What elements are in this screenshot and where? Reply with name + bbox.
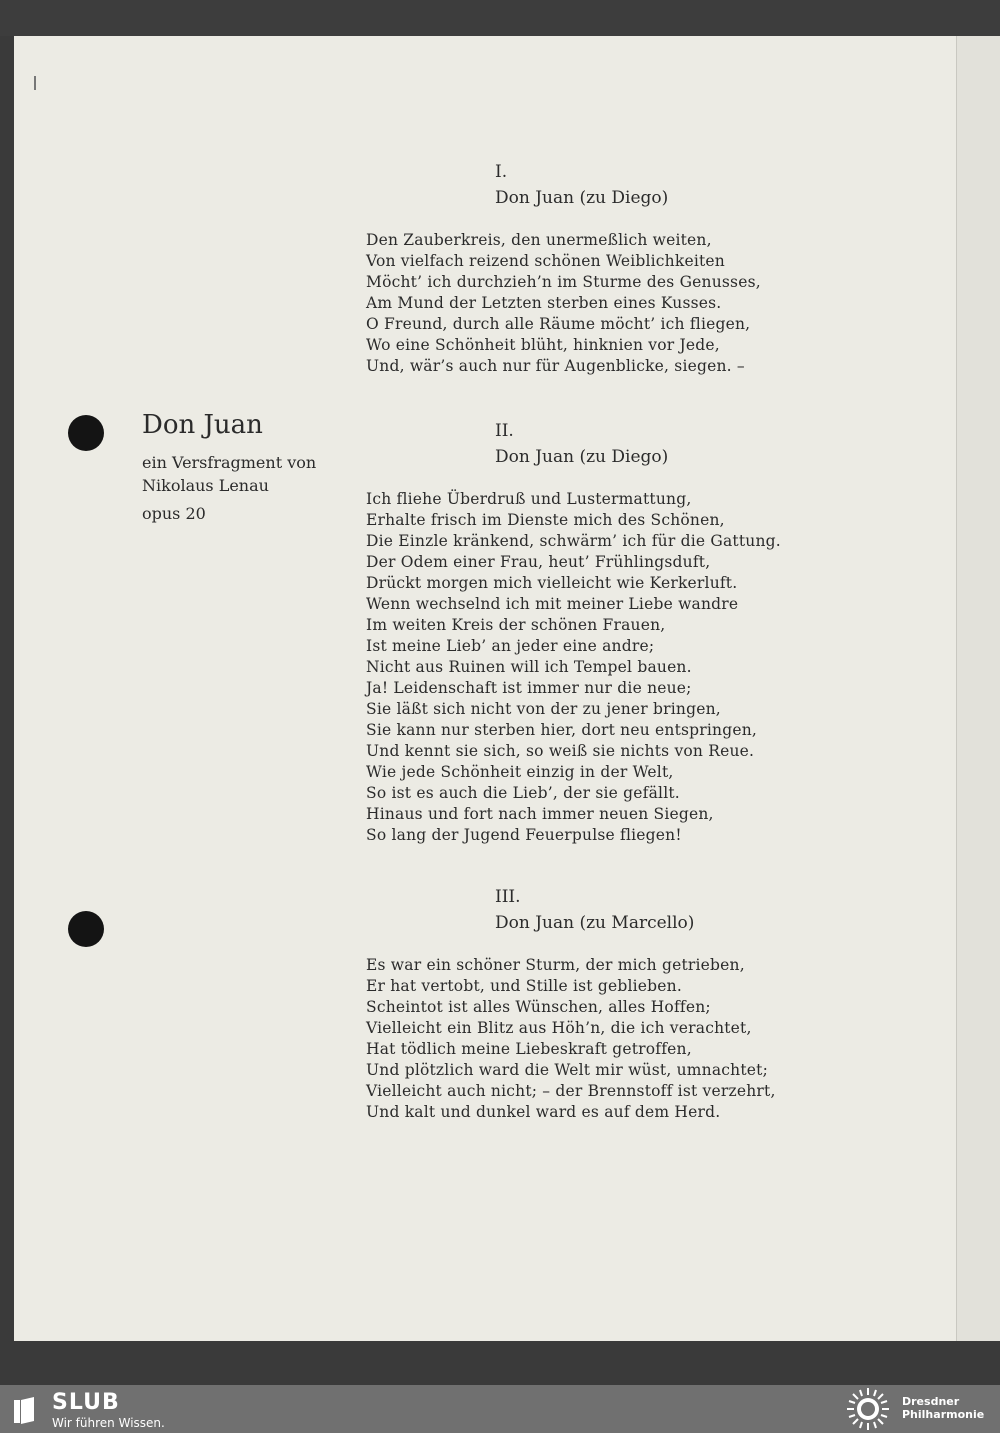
phil-name-line1: Dresdner: [902, 1395, 960, 1408]
slub-book-icon[interactable]: [12, 1397, 36, 1425]
footer-bar: [0, 1385, 1000, 1433]
verse-line: Wie jede Schönheit einzig in der Welt,: [366, 763, 674, 781]
section-number: I.: [495, 162, 508, 182]
verse-line: Der Odem einer Frau, heut’ Frühlingsduft,: [366, 553, 711, 571]
punch-hole-top: [68, 415, 104, 451]
verse-line: Im weiten Kreis der schönen Frauen,: [366, 616, 666, 634]
verse-line: Ich fliehe Überdruß und Lustermattung,: [366, 490, 692, 508]
verse-line: Erhalte frisch im Dienste mich des Schönen,: [366, 511, 725, 529]
scan-border-top: [0, 0, 1000, 36]
phil-name-line2: Philharmonie: [902, 1408, 985, 1421]
verse-line: Vielleicht auch nicht; – der Brennstoff ist verzehrt,: [366, 1082, 776, 1100]
scan-border-bottom: [0, 1341, 1000, 1385]
section-number: II.: [495, 421, 514, 441]
verse-line: So ist es auch die Lieb’, der sie gefällt.: [366, 784, 680, 802]
work-title: Don Juan: [142, 410, 263, 440]
verse-line: Es war ein schöner Sturm, der mich getrieben,: [366, 956, 745, 974]
stanza-1: [366, 230, 761, 377]
verse-line: So lang der Jugend Feuerpulse fliegen!: [366, 826, 682, 844]
verse-line: Den Zauberkreis, den unermeßlich weiten,: [366, 231, 712, 249]
verse-line: Scheintot ist alles Wünschen, alles Hoffen;: [366, 998, 711, 1016]
verse-line: Und, wär’s auch nur für Augenblicke, siegen. –: [366, 357, 745, 375]
section-speaker: Don Juan (zu Diego): [495, 447, 669, 467]
verse-line: Und kalt und dunkel ward es auf dem Herd.: [366, 1103, 721, 1121]
verse-line: Und kennt sie sich, so weiß sie nichts von Reue.: [366, 742, 755, 760]
verse-line: Ist meine Lieb’ an jeder eine andre;: [366, 637, 655, 655]
verse-line: Drückt morgen mich vielleicht wie Kerkerluft.: [366, 574, 738, 592]
punch-hole-bottom: [68, 911, 104, 947]
verse-line: Hinaus und fort nach immer neuen Siegen,: [366, 805, 714, 823]
verse-line: Er hat vertobt, und Stille ist geblieben.: [366, 977, 682, 995]
page-edge: [956, 36, 1000, 1341]
verse-line: Sie läßt sich nicht von der zu jener bringen,: [366, 700, 721, 718]
verse-line: Vielleicht ein Blitz aus Höh’n, die ich verachtet,: [366, 1019, 752, 1037]
verse-line: Wenn wechselnd ich mit meiner Liebe wandre: [366, 595, 739, 613]
work-opus: opus 20: [142, 504, 206, 523]
page-crease-mark: [34, 76, 36, 90]
verse-line: Sie kann nur sterben hier, dort neu entspringen,: [366, 721, 758, 739]
slub-slogan: Wir führen Wissen.: [52, 1416, 165, 1430]
stanza-2: [366, 489, 781, 846]
work-author: Nikolaus Lenau: [142, 476, 269, 495]
verse-line: Die Einzle kränkend, schwärm’ ich für die Gattung.: [366, 532, 781, 550]
work-subtitle: ein Versfragment von: [142, 453, 317, 472]
verse-line: O Freund, durch alle Räume möcht’ ich fliegen,: [366, 315, 751, 333]
verse-line: Möcht’ ich durchzieh’n im Sturme des Genusses,: [366, 273, 761, 291]
verse-line: Am Mund der Letzten sterben eines Kusses.: [366, 294, 722, 312]
verse-line: Und plötzlich ward die Welt mir wüst, umnachtet;: [366, 1061, 769, 1079]
section-speaker: Don Juan (zu Diego): [495, 188, 669, 208]
section-speaker: Don Juan (zu Marcello): [495, 913, 695, 933]
verse-line: Von vielfach reizend schönen Weiblichkeiten: [366, 252, 725, 270]
stanza-3: [366, 955, 776, 1123]
verse-line: Ja! Leidenschaft ist immer nur die neue;: [366, 679, 692, 697]
dresdner-philharmonie-sun-icon[interactable]: [846, 1387, 890, 1431]
verse-line: Wo eine Schönheit blüht, hinknien vor Jede,: [366, 336, 720, 354]
slub-logo-text[interactable]: SLUB: [52, 1390, 120, 1415]
section-number: III.: [495, 887, 521, 907]
dresdner-philharmonie-logo-text[interactable]: [902, 1395, 984, 1421]
verse-line: Nicht aus Ruinen will ich Tempel bauen.: [366, 658, 692, 676]
verse-line: Hat tödlich meine Liebeskraft getroffen,: [366, 1040, 692, 1058]
